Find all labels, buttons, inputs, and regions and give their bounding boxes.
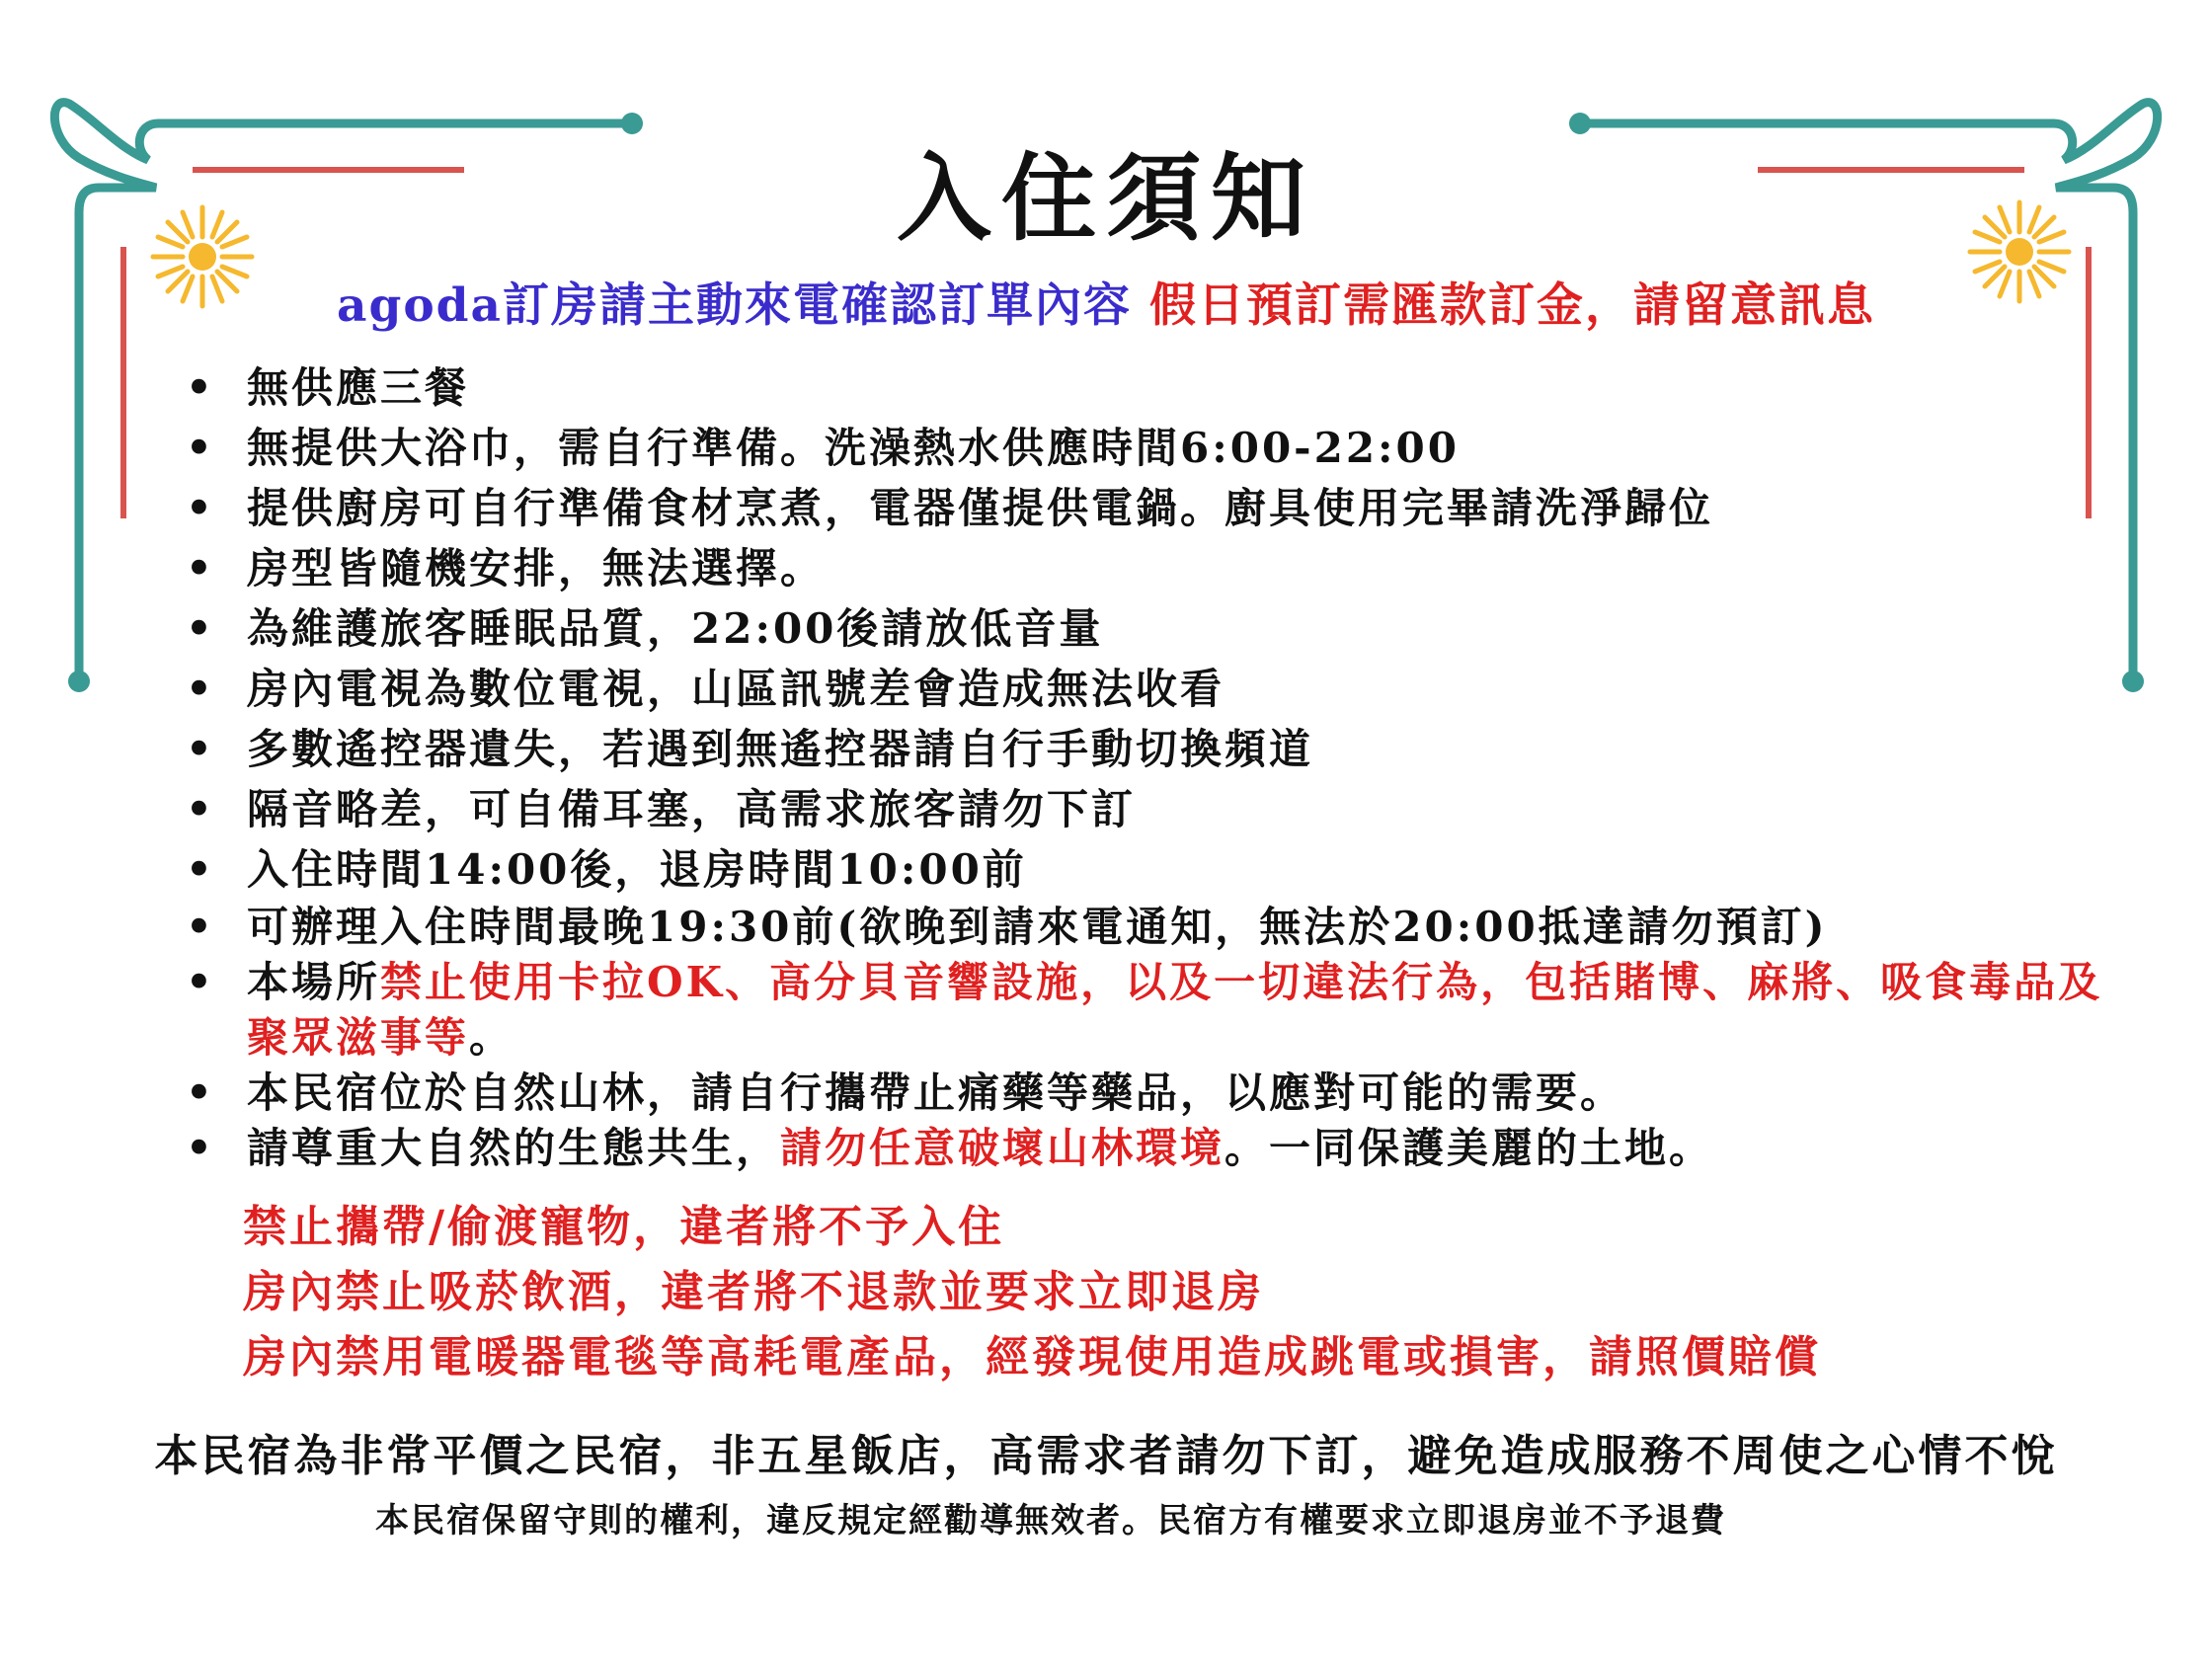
rule-item: • 多數遙控器遺失，若遇到無遙控器請自行手動切換頻道 xyxy=(178,719,2153,779)
rule-item: • 房型皆隨機安排，無法選擇。 xyxy=(178,538,2153,598)
warning-line: 房內禁用電暖器電毯等高耗電產品，經發現使用造成跳電或損害，請照價賠償 xyxy=(243,1332,1821,1382)
rule-item: • 為維護旅客睡眠品質，22:00後請放低音量 xyxy=(178,598,2153,659)
warning-line: 禁止攜帶/偷渡寵物，違者將不予入住 xyxy=(243,1202,1005,1252)
rule-item: • 隔音略差，可自備耳塞，高需求旅客請勿下訂 xyxy=(178,779,2153,839)
footer-disclaimer: 本民宿為非常平價之民宿，非五星飯店，高需求者請勿下訂，避免造成服務不周使之心情不悅 xyxy=(154,1431,2058,1481)
rule-item-nature xyxy=(178,1121,2153,1176)
rule-item: • 入住時間14:00後，退房時間10:00前 xyxy=(178,839,2153,900)
rule-item: • 本民宿位於自然山林，請自行攜帶止痛藥等藥品，以應對可能的需要。 xyxy=(178,1066,2153,1121)
booking-notice xyxy=(0,269,2212,335)
rule-item: • 無供應三餐 xyxy=(178,357,2153,418)
venue-prefix: 本場所 xyxy=(247,958,381,1006)
warning-line: 房內禁止吸菸飲酒，違者將不退款並要求立即退房 xyxy=(243,1267,1264,1317)
footer-rights-note: 本民宿保留守則的權利，違反規定經勸導無效者。民宿方有權要求立即退房並不予退費 xyxy=(375,1501,1726,1540)
venue-suffix: 。 xyxy=(469,1013,514,1062)
rule-item: • 可辦理入住時間最晚19:30前(欲晚到請來電通知，無法於20:00抵達請勿預訂) xyxy=(178,900,2153,955)
nature-warning: 請勿任意破壞山林環境 xyxy=(780,1124,1225,1172)
rule-item: • 房內電視為數位電視，山區訊號差會造成無法收看 xyxy=(178,659,2153,719)
page-title: 入住須知 xyxy=(897,143,1315,254)
rule-item: • 無提供大浴巾，需自行準備。洗澡熱水供應時間6:00-22:00 xyxy=(178,418,2153,478)
rule-item-venue xyxy=(178,955,2123,1066)
nature-suffix: 。一同保護美麗的土地。 xyxy=(1224,1124,1714,1172)
nature-prefix: 請尊重大自然的生態共生， xyxy=(247,1124,781,1172)
warnings-block xyxy=(243,1195,2119,1390)
agoda-notice: agoda訂房請主動來電確認訂單內容 xyxy=(337,278,1132,333)
venue-prohibition: 禁止使用卡拉OK、高分貝音響設施，以及一切違法行為，包括賭博、麻將、吸食毒品及聚眾滋事等 xyxy=(247,958,2103,1062)
rule-item: • 提供廚房可自行準備食材烹煮，電器僅提供電鍋。廚具使用完畢請洗淨歸位 xyxy=(178,478,2153,538)
house-rules-list xyxy=(178,357,2153,1176)
deposit-notice: 假日預訂需匯款訂金，請留意訊息 xyxy=(1148,278,1875,333)
